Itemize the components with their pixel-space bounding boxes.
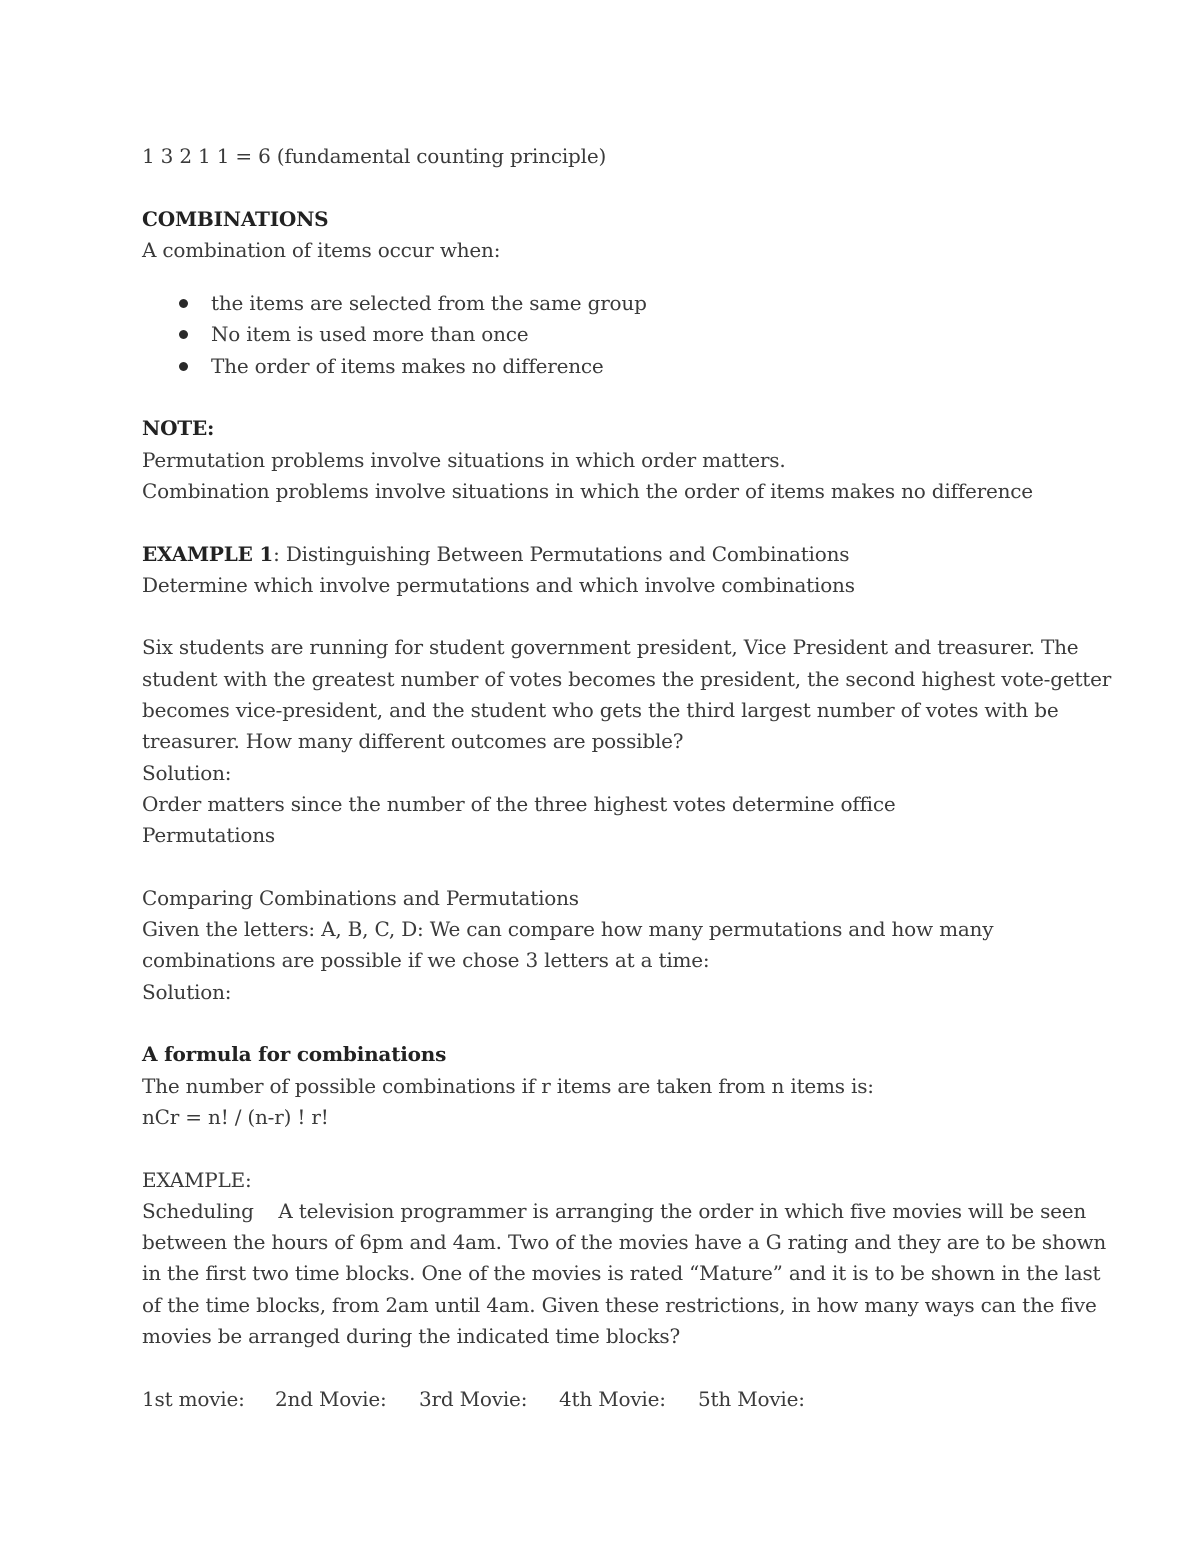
combinations-lead: A combination of items occur when: xyxy=(142,237,501,262)
movie-slot-label: 5th Movie: xyxy=(698,1386,805,1411)
solution-line: Permutations xyxy=(142,823,275,848)
comparing-line: Given the letters: A, B, C, D: We can compare how many permutations and how many xyxy=(142,917,994,942)
movie-slot-label: 2nd Movie: xyxy=(275,1386,387,1411)
example2-line: of the time blocks, from 2am until 4am. Given these restrictions, in how many ways can the five xyxy=(142,1292,1097,1317)
example1-title-text: : Distinguishing Between Permutations and Combinations xyxy=(273,541,850,566)
combinations-bullet-list xyxy=(142,288,1072,382)
combinations-heading: COMBINATIONS xyxy=(142,206,329,231)
comparing-line: combinations are possible if we chose 3 letters at a time: xyxy=(142,948,710,973)
formula-expression: nCr = n! / (n-r) ! r! xyxy=(142,1104,329,1129)
example2-line: Scheduling A television programmer is arranging the order in which five movies will be seen xyxy=(142,1198,1087,1223)
problem-line: treasurer. How many different outcomes are possible? xyxy=(142,729,684,754)
bullet-icon xyxy=(179,299,188,308)
example2-line: movies be arranged during the indicated time blocks? xyxy=(142,1323,680,1348)
problem-line: Six students are running for student government president, Vice President and treasurer. The xyxy=(142,635,1079,660)
problem-line: becomes vice-president, and the student who gets the third largest number of votes with be xyxy=(142,698,1059,723)
example1-title xyxy=(142,539,1072,570)
note-heading: NOTE: xyxy=(142,416,215,441)
list-item: No item is used more than once xyxy=(174,319,1072,350)
example2-line: between the hours of 6pm and 4am. Two of the movies have a G rating and they are to be shown xyxy=(142,1230,1107,1255)
list-item: the items are selected from the same group xyxy=(174,288,1072,319)
movie-slot-label: 4th Movie: xyxy=(559,1386,666,1411)
intro-line: 1 3 2 1 1 = 6 (fundamental counting principle) xyxy=(142,144,607,168)
formula-heading: A formula for combinations xyxy=(142,1042,447,1067)
note-line: Permutation problems involve situations in which order matters. xyxy=(142,447,786,472)
bullet-icon xyxy=(179,362,188,371)
example1-label: EXAMPLE 1 xyxy=(142,541,274,566)
list-item: The order of items makes no difference xyxy=(174,351,1072,382)
example2-label: EXAMPLE: xyxy=(142,1167,252,1192)
solution-line: Order matters since the number of the three highest votes determine office xyxy=(142,791,896,816)
formula-description: The number of possible combinations if r items are taken from n items is: xyxy=(142,1073,874,1098)
movie-slots-row xyxy=(142,1384,1072,1415)
movie-slot-label: 1st movie: xyxy=(142,1386,245,1411)
note-line: Combination problems involve situations in which the order of items makes no difference xyxy=(142,478,1033,503)
comparing-title: Comparing Combinations and Permutations xyxy=(142,885,579,910)
problem-line: student with the greatest number of votes becomes the president, the second highest vote-getter xyxy=(142,666,1112,691)
movie-slot-label: 3rd Movie: xyxy=(419,1386,528,1411)
document-body xyxy=(142,141,1112,1415)
solution-label: Solution: xyxy=(142,979,232,1004)
example1-subtitle: Determine which involve permutations and which involve combinations xyxy=(142,572,855,597)
bullet-icon xyxy=(179,330,188,339)
solution-label: Solution: xyxy=(142,760,232,785)
example2-line: in the first two time blocks. One of the movies is rated “Mature” and it is to be shown in the last xyxy=(142,1261,1101,1286)
